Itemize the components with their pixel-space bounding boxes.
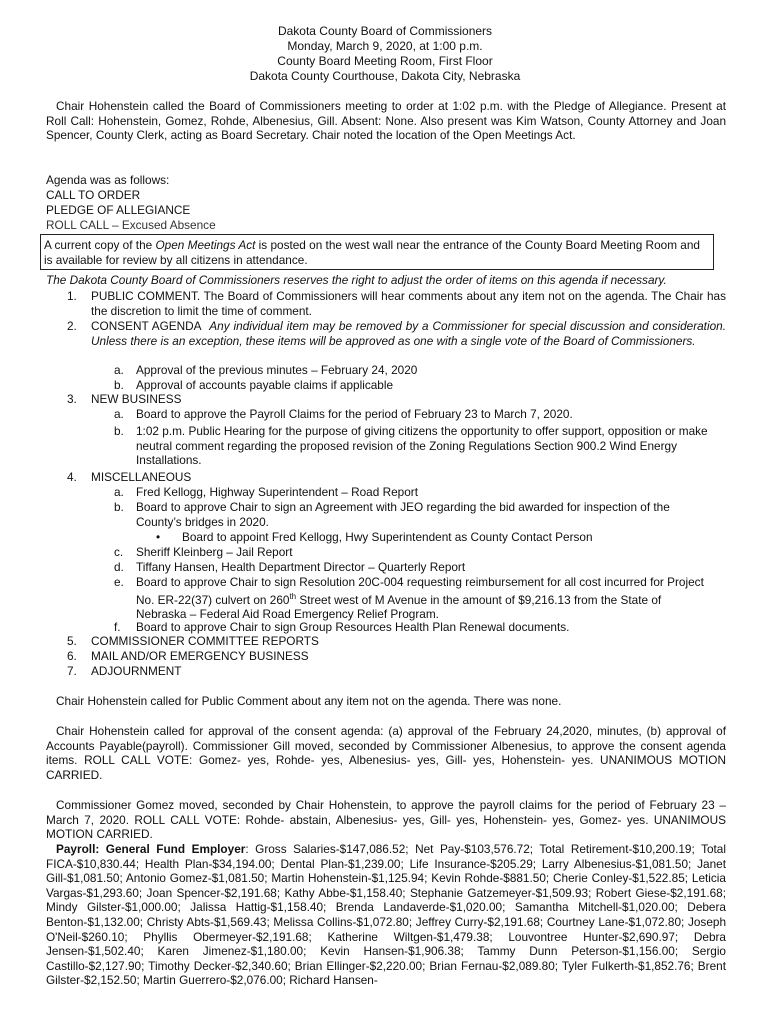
item-1-number: 1. bbox=[67, 289, 77, 303]
notice-part1: A current copy of the bbox=[44, 238, 156, 252]
item-4f-letter: f. bbox=[114, 620, 121, 634]
payroll-label: Payroll: General Fund Employer bbox=[56, 842, 246, 856]
agenda-call-to-order: CALL TO ORDER bbox=[46, 188, 141, 202]
item-4b-letter: b. bbox=[114, 500, 124, 514]
item-2a-text: Approval of the previous minutes – February 24, 2020 bbox=[136, 363, 418, 377]
meeting-date: Monday, March 9, 2020, at 1:00 p.m. bbox=[287, 39, 483, 53]
item-3b-text: 1:02 p.m. Public Hearing for the purpose of giving citizens the opportunity to offer support, opposition or make neutral comment regarding the proposed revision of the Zoning Regulations Section 900.2 Wind Energy Installations. bbox=[136, 424, 708, 468]
item-4d-text: Tiffany Hansen, Health Department Director – Quarterly Report bbox=[136, 560, 466, 574]
item-3a-text: Board to approve the Payroll Claims for the period of February 23 to March 7, 2020. bbox=[136, 407, 573, 421]
item-4e-letter: e. bbox=[114, 575, 124, 589]
agenda-roll-call: ROLL CALL – Excused Absence bbox=[46, 218, 216, 232]
item-4d-letter: d. bbox=[114, 560, 124, 574]
item-7-number: 7. bbox=[67, 664, 77, 678]
consent-agenda-heading: CONSENT AGENDA bbox=[91, 319, 202, 333]
item-4e-text bbox=[136, 575, 708, 622]
item-6-text: MAIL AND/OR EMERGENCY BUSINESS bbox=[91, 649, 309, 663]
document-title: Dakota County Board of Commissioners bbox=[277, 24, 493, 38]
item-3b-letter: b. bbox=[114, 424, 124, 438]
item-2b-text: Approval of accounts payable claims if applicable bbox=[136, 378, 394, 392]
item-4e-part2: Street west of M Avenue in the amount of $9,216.13 from the State of Nebraska – Federal Aid Road Emergency Relief Program. bbox=[136, 592, 662, 622]
item-4-text: MISCELLANEOUS bbox=[91, 470, 192, 484]
item-4e-sup: th bbox=[289, 591, 297, 601]
meeting-room: County Board Meeting Room, First Floor bbox=[277, 54, 493, 68]
notice-act-name: Open Meetings Act bbox=[155, 238, 256, 252]
item-4a-text: Fred Kellogg, Highway Superintendent – Road Report bbox=[136, 485, 418, 499]
item-4a-letter: a. bbox=[114, 485, 124, 499]
public-comment-paragraph: Chair Hohenstein called for Public Comment about any item not on the agenda. There was none. bbox=[56, 694, 562, 708]
item-2b-letter: b. bbox=[114, 378, 124, 392]
item-4c-letter: c. bbox=[114, 545, 124, 559]
consent-paragraph: Chair Hohenstein called for approval of the consent agenda: (a) approval of the February 24,2020, minutes, (b) approval of Accounts Payable(payroll). Commissioner Gill moved, seconded by Commissioner Albenesius, to approve the consent agenda items. ROLL CALL VOTE: Gomez- yes, Rohde- yes, Albenesius- yes, Gill- yes, Hohenstein- yes. UNANIMOUS MOTION CARRIED. bbox=[46, 724, 726, 782]
payroll-detail-paragraph bbox=[46, 842, 726, 992]
agenda-intro: Agenda was as follows: bbox=[46, 173, 170, 187]
notice-part2: is posted on the west wall near the entrance of the County Board Meeting Room and is available for review by all citizens in attendance. bbox=[44, 238, 700, 267]
item-2-text bbox=[91, 319, 726, 348]
payroll-motion-paragraph: Commissioner Gomez moved, seconded by Chair Hohenstein, to approve the payroll claims for the period of February 23 – March 7, 2020. ROLL CALL VOTE: Rohde- abstain, Albenesius- yes, Gill- yes, Hohenstein- yes, Gomez- yes. UNANIMOUS MOTION CARRIED. bbox=[46, 798, 726, 842]
item-4-number: 4. bbox=[67, 470, 77, 484]
intro-paragraph: Chair Hohenstein called the Board of Commissioners meeting to order at 1:02 p.m. with the Pledge of Allegiance. Present at Roll Call: Hohenstein, Gomez, Rohde, Albenesius, Gill. Absent: None. Also present was Kim Watson, County Attorney and Joan Spencer, County Clerk, acting as Board Secretary. Chair noted the location of the Open Meetings Act. bbox=[46, 99, 726, 143]
item-4b-bullet-text: Board to appoint Fred Kellogg, Hwy Superintendent as County Contact Person bbox=[182, 530, 593, 544]
open-meetings-notice-box bbox=[40, 234, 714, 270]
item-4b-text: Board to approve Chair to sign an Agreement with JEO regarding the bid awarded for inspection of the County’s bridges in 2020. bbox=[136, 500, 670, 529]
item-5-text: COMMISSIONER COMMITTEE REPORTS bbox=[91, 634, 319, 648]
consent-agenda-note: Any individual item may be removed by a Commissioner for special discussion and consideration. Unless there is an exception, these items will be approved as one with a single vote of the Board of Commissioners. bbox=[91, 319, 726, 348]
item-7-text: ADJOURNMENT bbox=[91, 664, 182, 678]
item-6-number: 6. bbox=[67, 649, 77, 663]
item-5-number: 5. bbox=[67, 634, 77, 648]
reserve-statement: The Dakota County Board of Commissioners reserves the right to adjust the order of items on this agenda if necessary. bbox=[46, 273, 667, 287]
item-2-number: 2. bbox=[67, 319, 77, 333]
item-3-number: 3. bbox=[67, 392, 77, 406]
bullet-dot: • bbox=[156, 530, 161, 544]
item-1-text: PUBLIC COMMENT. The Board of Commissioners will hear comments about any item not on the agenda. The Chair has the discretion to limit the time of comment. bbox=[91, 289, 726, 318]
item-2a-letter: a. bbox=[114, 363, 124, 377]
item-3a-letter: a. bbox=[114, 407, 124, 421]
item-4f-text: Board to approve Chair to sign Group Resources Health Plan Renewal documents. bbox=[136, 620, 570, 634]
item-4c-text: Sheriff Kleinberg – Jail Report bbox=[136, 545, 293, 559]
open-meetings-notice bbox=[44, 238, 709, 268]
item-4e-part1: Board to approve Chair to sign Resolution 20C-004 requesting reimbursement for all cost incurred for Project No. ER-22(37) culvert on 260 bbox=[136, 575, 704, 607]
item-3-text: NEW BUSINESS bbox=[91, 392, 182, 406]
payroll-text: : Gross Salaries-$147,086.52; Net Pay-$103,576.72; Total Retirement-$10,200.19; Total FICA-$10,830.44; Health Plan-$34,194.00; Dental Plan-$1,239.00; Life Insurance-$205.29; Larry Albenesius-$1,081.50; Janet Gill-$1,081.50; Antonio Gomez-$1,081.50; Martin Hohenstein-$1,125.94; Kevin Rohde-$881.50; Cherie Conley-$1,522.85; Leticia Vargas-$1,293.60; Joan Spencer-$2,191.68; Kathy Abbe-$1,158.40; Stephanie Gatzemeyer-$1,509.93; Robert Giese-$2,191.68; Mindy Gilster-$1,000.00; Jalissa Hattig-$1,158.40; Brenda Landaverde-$1,020.00; Samantha Mitchell-$1,020.00; Debera Benton-$1,132.00; Christy Abts-$1,569.43; Melissa Collins-$1,072.80; Jeffrey Curry-$2,191.68; Courtney Lane-$1,072.80; Joseph O'Neil-$260.10; Phyllis Obermeyer-$2,191.68; Katherine Wiltgen-$1,479.38; Louvontree Hunter-$2,690.97; Debra Jensen-$1,502.40; Karen Jimenez-$1,180.00; Kevin Hansen-$1,906.38; Tammy Dunn Peterson-$1,156.00; Sergio Castillo-$2,127.90; Timothy Decker-$2,340.60; Brian Ellinger-$2,220.00; Brian Fernau-$2,089.80; Tyler Fulkerth-$1,852.76; Brent Gilster-$2,152.50; Martin Guerrero-$2,076.00; Richard Hansen- bbox=[46, 842, 726, 988]
agenda-pledge: PLEDGE OF ALLEGIANCE bbox=[46, 203, 191, 217]
meeting-location: Dakota County Courthouse, Dakota City, Nebraska bbox=[249, 69, 521, 83]
